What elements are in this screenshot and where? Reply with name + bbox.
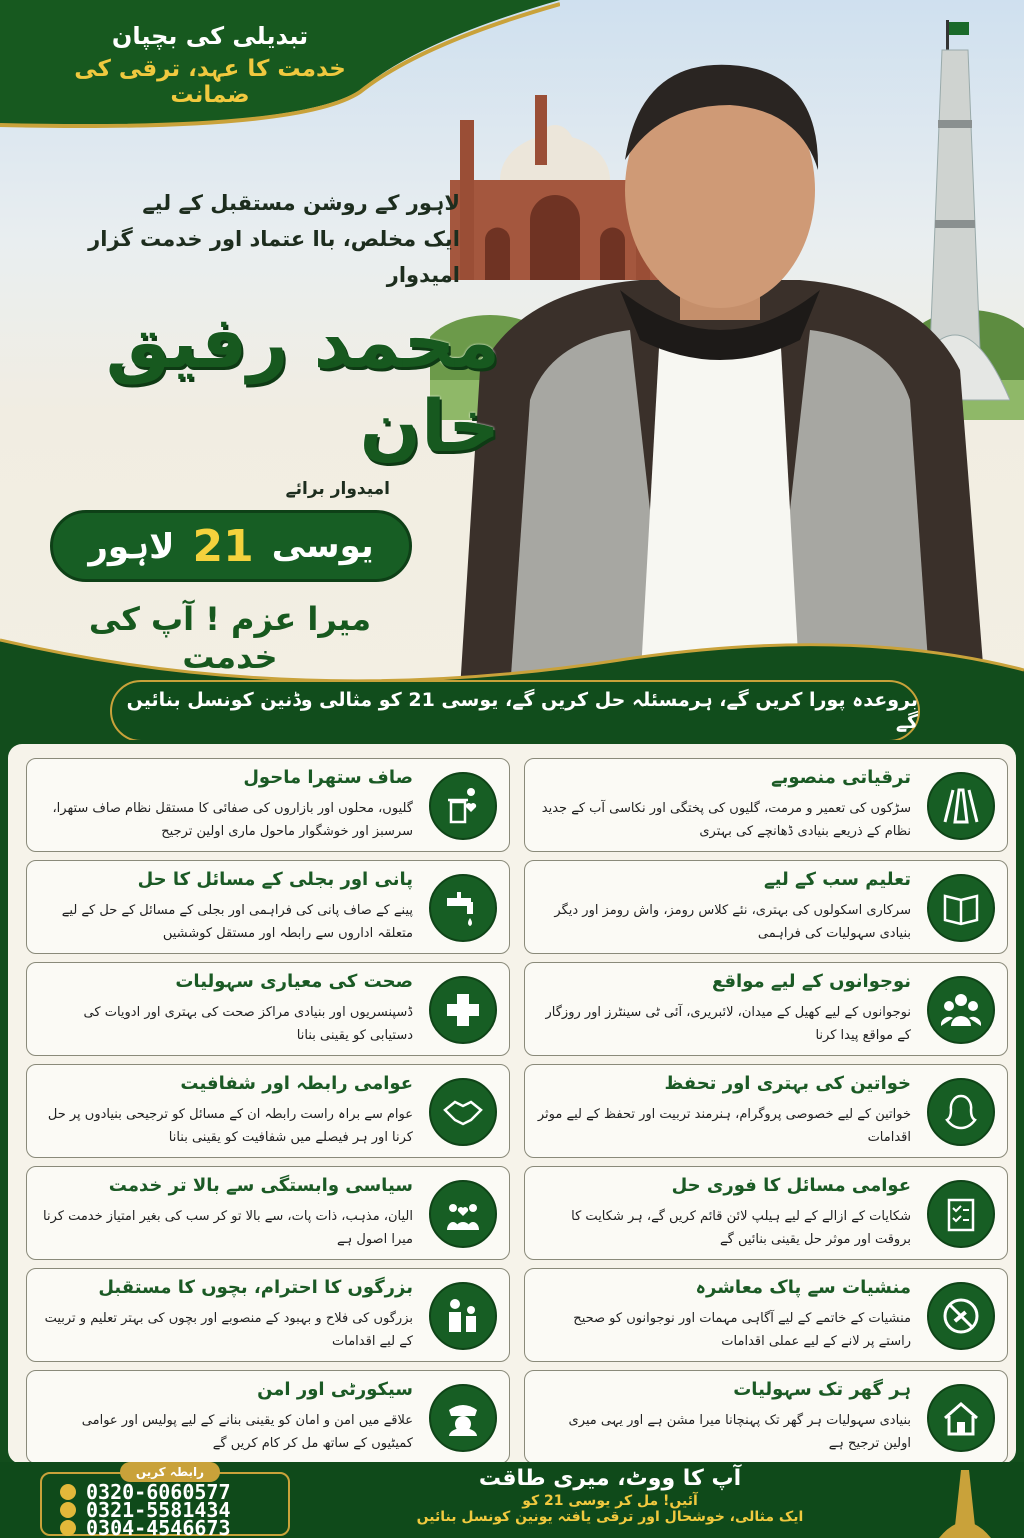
agenda-card-title: سیاسی وابستگی سے بالا تر خدمت: [108, 1175, 413, 1196]
agenda-card: [26, 1370, 510, 1464]
agenda-card-title: نوجوانوں کے لیے مواقع: [711, 971, 911, 992]
police-icon: [429, 1384, 497, 1452]
agenda-card: [524, 1064, 1008, 1158]
agenda-card-title: عوامی رابطہ اور شفافیت: [180, 1073, 413, 1094]
water-tap-icon: [429, 874, 497, 942]
intro-text: [60, 185, 460, 293]
phone-text: 0304-4546673: [86, 1516, 231, 1538]
agenda-card-description: ڈسپنسریوں اور بنیادی مراکز صحت کی بہتری اور ادویات کی دستیابی کو یقینی بنانا: [83, 1005, 413, 1043]
agenda-card-title: سیکورٹی اور امن: [257, 1379, 413, 1400]
intro-line-1: لاہور کے روشن مستقبل کے لیے: [142, 191, 460, 215]
phone-text: 0320-6060577: [86, 1480, 231, 1504]
agenda-card-title: ترقیاتی منصوبے: [771, 767, 911, 788]
agenda-card-title: ہر گھر تک سہولیات: [733, 1379, 911, 1400]
tagline-line-1: تبدیلی کی بچپان: [111, 22, 309, 50]
home-icon: [927, 1384, 995, 1452]
agenda-card: [524, 1370, 1008, 1464]
agenda-card: [26, 962, 510, 1056]
promise-text: بروعدہ پورا کریں گے، ہرمسئلہ حل کریں گے، یوسی 21 کو مثالی وڈنین کونسل بنائیں گے: [126, 689, 918, 733]
promise-banner: [110, 680, 920, 742]
agenda-card: [524, 758, 1008, 852]
agenda-card: [26, 1064, 510, 1158]
agenda-card: [26, 1268, 510, 1362]
agenda-card-title: منشیات سے پاک معاشرہ: [695, 1277, 911, 1298]
agenda-card-title: صحت کی معیاری سہولیات: [175, 971, 413, 992]
agenda-card-description: بزرگوں کی فلاح و بہبود کے منصوبے اور بچوں کی بہتر تعلیم و تربیت کے لیے اقدامات: [44, 1311, 413, 1349]
uc-label: یوسی: [271, 526, 374, 566]
road-icon: [927, 772, 995, 840]
agenda-card: [26, 1166, 510, 1260]
agenda-card-description: سڑکوں کی تعمیر و مرمت، گلیوں کی پختگی اور نکاسی آب کے جدید نظام کے ذریعے بنیادی ڈھانچے کی بہتری: [541, 801, 911, 839]
agenda-card-description: بنیادی سہولیات ہر گھر تک پہنچانا میرا مشن ہے اور یہی میری اولین ترجیح ہے: [568, 1413, 911, 1451]
agenda-card-title: پانی اور بجلی کے مسائل کا حل: [137, 869, 413, 890]
phone-number[interactable]: [60, 1516, 231, 1538]
minar-logo-icon: [935, 1466, 995, 1538]
no-drugs-icon: [927, 1282, 995, 1350]
agenda-card-title: عوامی مسائل کا فوری حل: [671, 1175, 911, 1196]
agenda-card-title: تعلیم سب کے لیے: [764, 869, 911, 890]
agenda-card: [524, 1268, 1008, 1362]
checklist-icon: [927, 1180, 995, 1248]
candidate-name: محمد رفیق خان: [105, 300, 500, 468]
agenda-card-description: گلیوں، محلوں اور بازاروں کی صفائی کا مستقل نظام صاف ستھرا، سرسبز اور خوشگوار ماحول ماری اولین ترجیح: [52, 801, 413, 839]
contact-label: رابطہ کریں: [120, 1462, 220, 1482]
vote-line-2: آئیں! مل کر یوسی 21 کو: [522, 1493, 698, 1509]
agenda-card: [524, 962, 1008, 1056]
tagline-line-2: خدمت کا عہد، ترقی کی ضمانت: [74, 56, 346, 108]
agenda-card-description: شکایات کے ازالے کے لیے ہیلپ لائن قائم کریں گے، ہر شکایت کا بروقت اور موثر حل یقینی بنائیں گے: [571, 1209, 911, 1247]
agenda-card: [524, 860, 1008, 954]
uc-city: لاہور: [88, 526, 175, 567]
agenda-card-description: عوام سے براہ راست رابطہ ان کے مسائل کو ترجیحی بنیادوں پر حل کرنا اور ہر فیصلے میں شفافیت کو یقینی بنانا: [47, 1107, 413, 1145]
community-heart-icon: [429, 1180, 497, 1248]
clean-environment-icon: [429, 772, 497, 840]
vote-line-3: ایک مثالی، خوشحال اور ترقی یافتہ یونین کونسل بنائیں: [416, 1509, 804, 1525]
agenda-card-description: الیان، مذہب، ذات پات، سے بالا تو کر سب کی بغیر امتیاز خدمت کرنا میرا اصول ہے: [43, 1209, 413, 1247]
phone-text: 0321-5581434: [86, 1498, 231, 1522]
slogan: میرا عزم ! آپ کی خدمت: [88, 600, 372, 676]
intro-line-2: ایک مخلص، باا عتماد اور خدمت گزار امیدوار: [88, 227, 460, 287]
union-council-badge: [50, 510, 412, 582]
phone-icon: [60, 1520, 76, 1536]
handshake-icon: [429, 1078, 497, 1146]
agenda-card: [26, 860, 510, 954]
elder-child-icon: [429, 1282, 497, 1350]
vote-line-1: آپ کا ووٹ، میری طاقت: [478, 1466, 742, 1491]
agenda-card-description: نوجوانوں کے لیے کھیل کے میدان، لائبریری، آئی ٹی سینٹرز اور روزگار کے مواقع پیدا کرنا: [545, 1005, 911, 1043]
uc-number: 21: [192, 520, 254, 572]
agenda-card-title: خواتین کی بہتری اور تحفظ: [664, 1073, 911, 1094]
agenda-card-description: خواتین کے لیے خصوصی پروگرام، ہنرمند تربیت اور تحفظ کے لیے موثر اقدامات: [537, 1107, 911, 1145]
youth-group-icon: [927, 976, 995, 1044]
agenda-card-description: علاقے میں امن و امان کو یقینی بنانے کے لیے پولیس اور عوامی کمیٹیوں کے ساتھ مل کر کام کریں گے: [81, 1413, 413, 1451]
health-cross-icon: [429, 976, 497, 1044]
agenda-card-title: صاف ستھرا ماحول: [243, 767, 413, 788]
book-icon: [927, 874, 995, 942]
woman-icon: [927, 1078, 995, 1146]
candidate-for-label: امیدوار برائے: [285, 479, 390, 499]
agenda-card: [524, 1166, 1008, 1260]
agenda-card-description: منشیات کے خاتمے کے لیے آگاہی مہمات اور نوجوانوں کو صحیح راستے پر لانے کے لیے عملی اقدامات: [573, 1311, 911, 1349]
vote-appeal: [400, 1466, 820, 1525]
tagline: [60, 22, 360, 108]
agenda-card-description: سرکاری اسکولوں کی بہتری، نئے کلاس رومز، واش رومز اور دیگر بنیادی سہولیات کی فراہمی: [554, 903, 911, 941]
agenda-card: [26, 758, 510, 852]
agenda-card-description: پینے کے صاف پانی کی فراہمی اور بجلی کے مسائل کے حل کے لیے متعلقہ اداروں سے رابطہ اور مستقل کوششیں: [61, 903, 413, 941]
agenda-card-title: بزرگوں کا احترام، بچوں کا مستقبل: [98, 1277, 413, 1298]
